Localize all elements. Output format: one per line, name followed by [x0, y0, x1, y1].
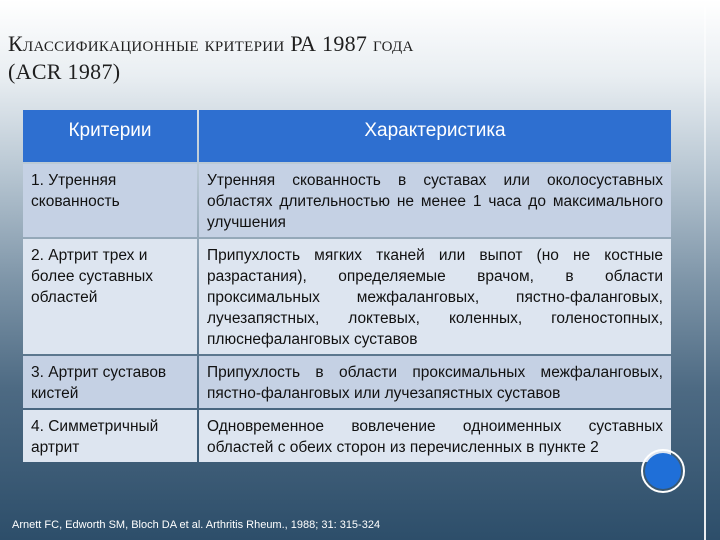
citation-footnote: Arnett FC, Edworth SM, Bloch DA et al. Arthritis Rheum., 1988; 31: 315-324: [12, 519, 381, 531]
criteria-table: [21, 108, 673, 464]
criterion-cell: 1. Утренняя скованность: [23, 164, 197, 237]
table-header-row: [23, 110, 671, 162]
criterion-cell: 2. Артрит трех и более суставных областей: [23, 239, 197, 354]
criterion-cell: 3. Артрит суставов кистей: [23, 356, 197, 408]
decorative-circle: [645, 453, 681, 489]
table-row: [23, 410, 671, 462]
table-row: [23, 356, 671, 408]
slide-title: [8, 30, 708, 86]
criterion-cell: 4. Симметричный артрит: [23, 410, 197, 462]
title-line-2: (ACR 1987): [8, 59, 121, 84]
table-row: [23, 239, 671, 354]
description-cell: Припухлость мягких тканей или выпот (но не костные разрастания), определяемые врачом, в области проксимальных межфаланговых, пястно-фаланговых, лучезапястных, локтевых, коленных, голеностопных, плюснефаланговых суставов: [199, 239, 671, 354]
header-criteria: Критерии: [23, 110, 197, 162]
description-cell: Припухлость в области проксимальных межфаланговых, пястно-фаланговых или лучезапястных суставов: [199, 356, 671, 408]
header-characteristic: Характеристика: [199, 110, 671, 162]
description-cell: Утренняя скованность в суставах или околосуставных областях длительностью не менее 1 часа до максимального улучшения: [199, 164, 671, 237]
description-cell: Одновременное вовлечение одноименных суставных областей с обеих сторон из перечисленных в пункте 2: [199, 410, 671, 462]
title-line-1: Классификационные критерии РА 1987 года: [8, 31, 414, 56]
table-row: [23, 164, 671, 237]
